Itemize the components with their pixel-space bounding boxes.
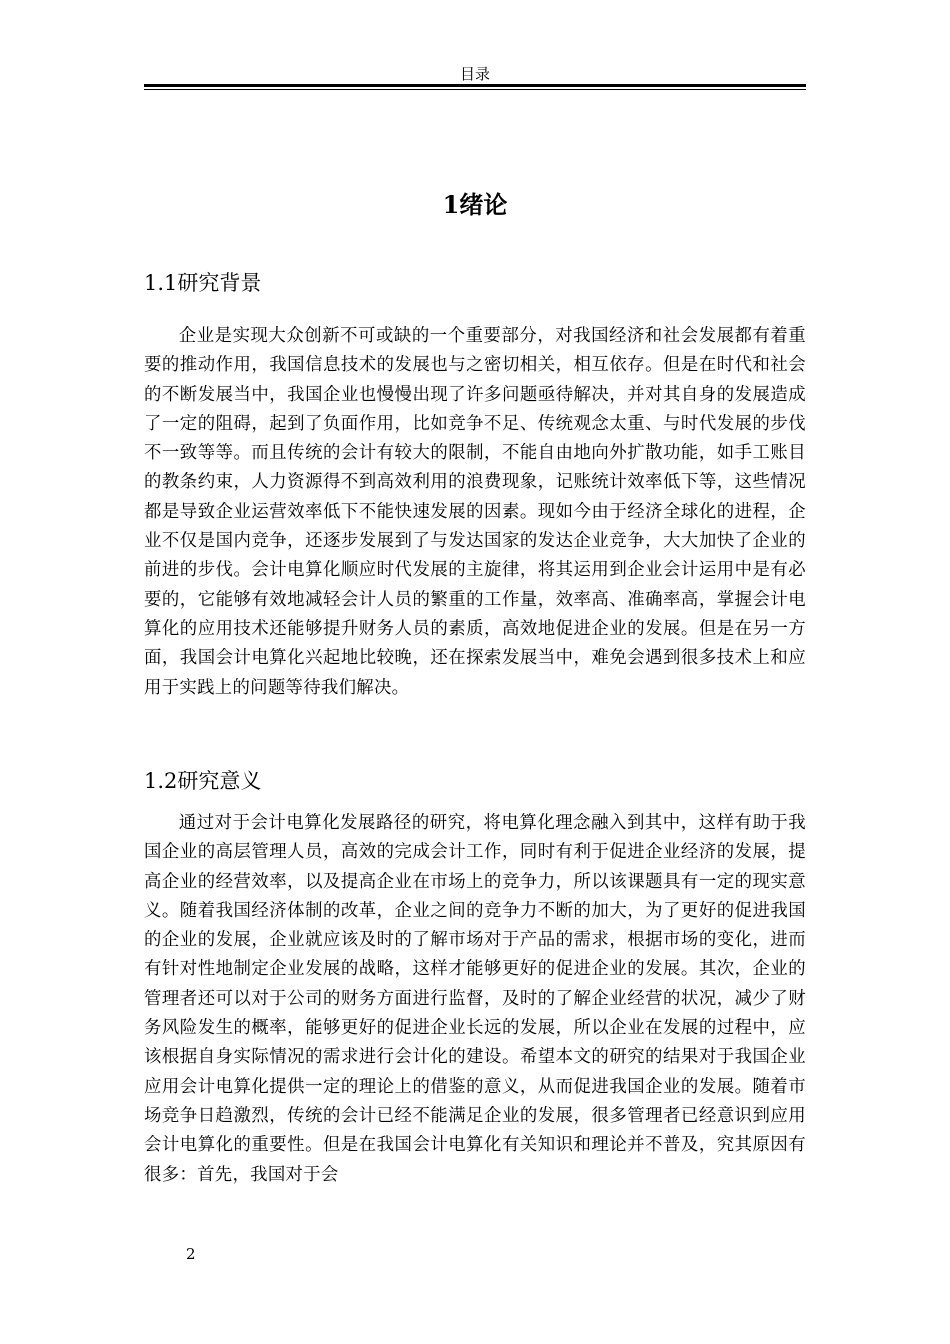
section-heading-significance: 1.2研究意义 bbox=[144, 769, 262, 793]
section-heading-background: 1.1研究背景 bbox=[144, 271, 262, 295]
header-rule-thick bbox=[144, 84, 806, 87]
chapter-title: 1绪论 bbox=[442, 190, 508, 219]
header-rule-thin bbox=[144, 89, 806, 90]
paragraph-significance: 通过对于会计电算化发展路径的研究，将电算化理念融入到其中，这样有助于我国企业的高层管理人员，高效的完成会计工作，同时有利于促进企业经济的发展，提高企业的经营效率，以及提高企业在市场上的竞争力，所以该课题具有一定的现实意义。随着我国经济体制的改革，企业之间的竞争力不断的加大，为了更好的促进我国的企业的发展，企业就应该及时的了解市场对于产品的需求，根据市场的变化，进而有针对性地制定企业发展的战略，这样才能够更好的促进企业的发展。其次，企业的管理者还可以对于公司的财务方面进行监督，及时的了解企业经营的状况，减少了财务风险发生的概率，能够更好的促进企业长远的发展，所以企业在发展的过程中，应该根据自身实际情况的需求进行会计化的建设。希望本文的研究的结果对于我国企业应用会计电算化提供一定的理论上的借鉴的意义，从而促进我国企业的发展。随着市场竞争日趋激烈，传统的会计已经不能满足企业的发展，很多管理者已经意识到应用会计电算化的重要性。但是在我国会计电算化有关知识和理论并不普及，究其原因有很多：首先，我国对于会 bbox=[144, 813, 806, 1185]
running-header: 目录 bbox=[459, 65, 490, 83]
page-number: 2 bbox=[186, 1245, 196, 1263]
paragraph-background: 企业是实现大众创新不可或缺的一个重要部分，对我国经济和社会发展都有着重要的推动作用，我国信息技术的发展也与之密切相关，相互依存。但是在时代和社会的不断发展当中，我国企业也慢慢出现了许多问题亟待解决，并对其自身的发展造成了一定的阻碍，起到了负面作用，比如竞争不足、传统观念太重、与时代发展的步伐不一致等等。而且传统的会计有较大的限制，不能自由地向外扩散功能，如手工账目的教条约束，人力资源得不到高效利用的浪费现象，记账统计效率低下等，这些情况都是导致企业运营效率低下不能快速发展的因素。现如今由于经济全球化的进程，企业不仅是国内竞争，还逐步发展到了与发达国家的发达企业竞争，大大加快了企业的前进的步伐。会计电算化顺应时代发展的主旋律，将其运用到企业会计运用中是有必要的，它能够有效地减轻会计人员的繁重的工作量，效率高、准确率高，掌握会计电算化的应用技术还能够提升财务人员的素质，高效地促进企业的发展。但是在另一方面，我国会计电算化兴起地比较晚，还在探索发展当中，难免会遇到很多技术上和应用于实践上的问题等待我们解决。 bbox=[144, 326, 806, 698]
